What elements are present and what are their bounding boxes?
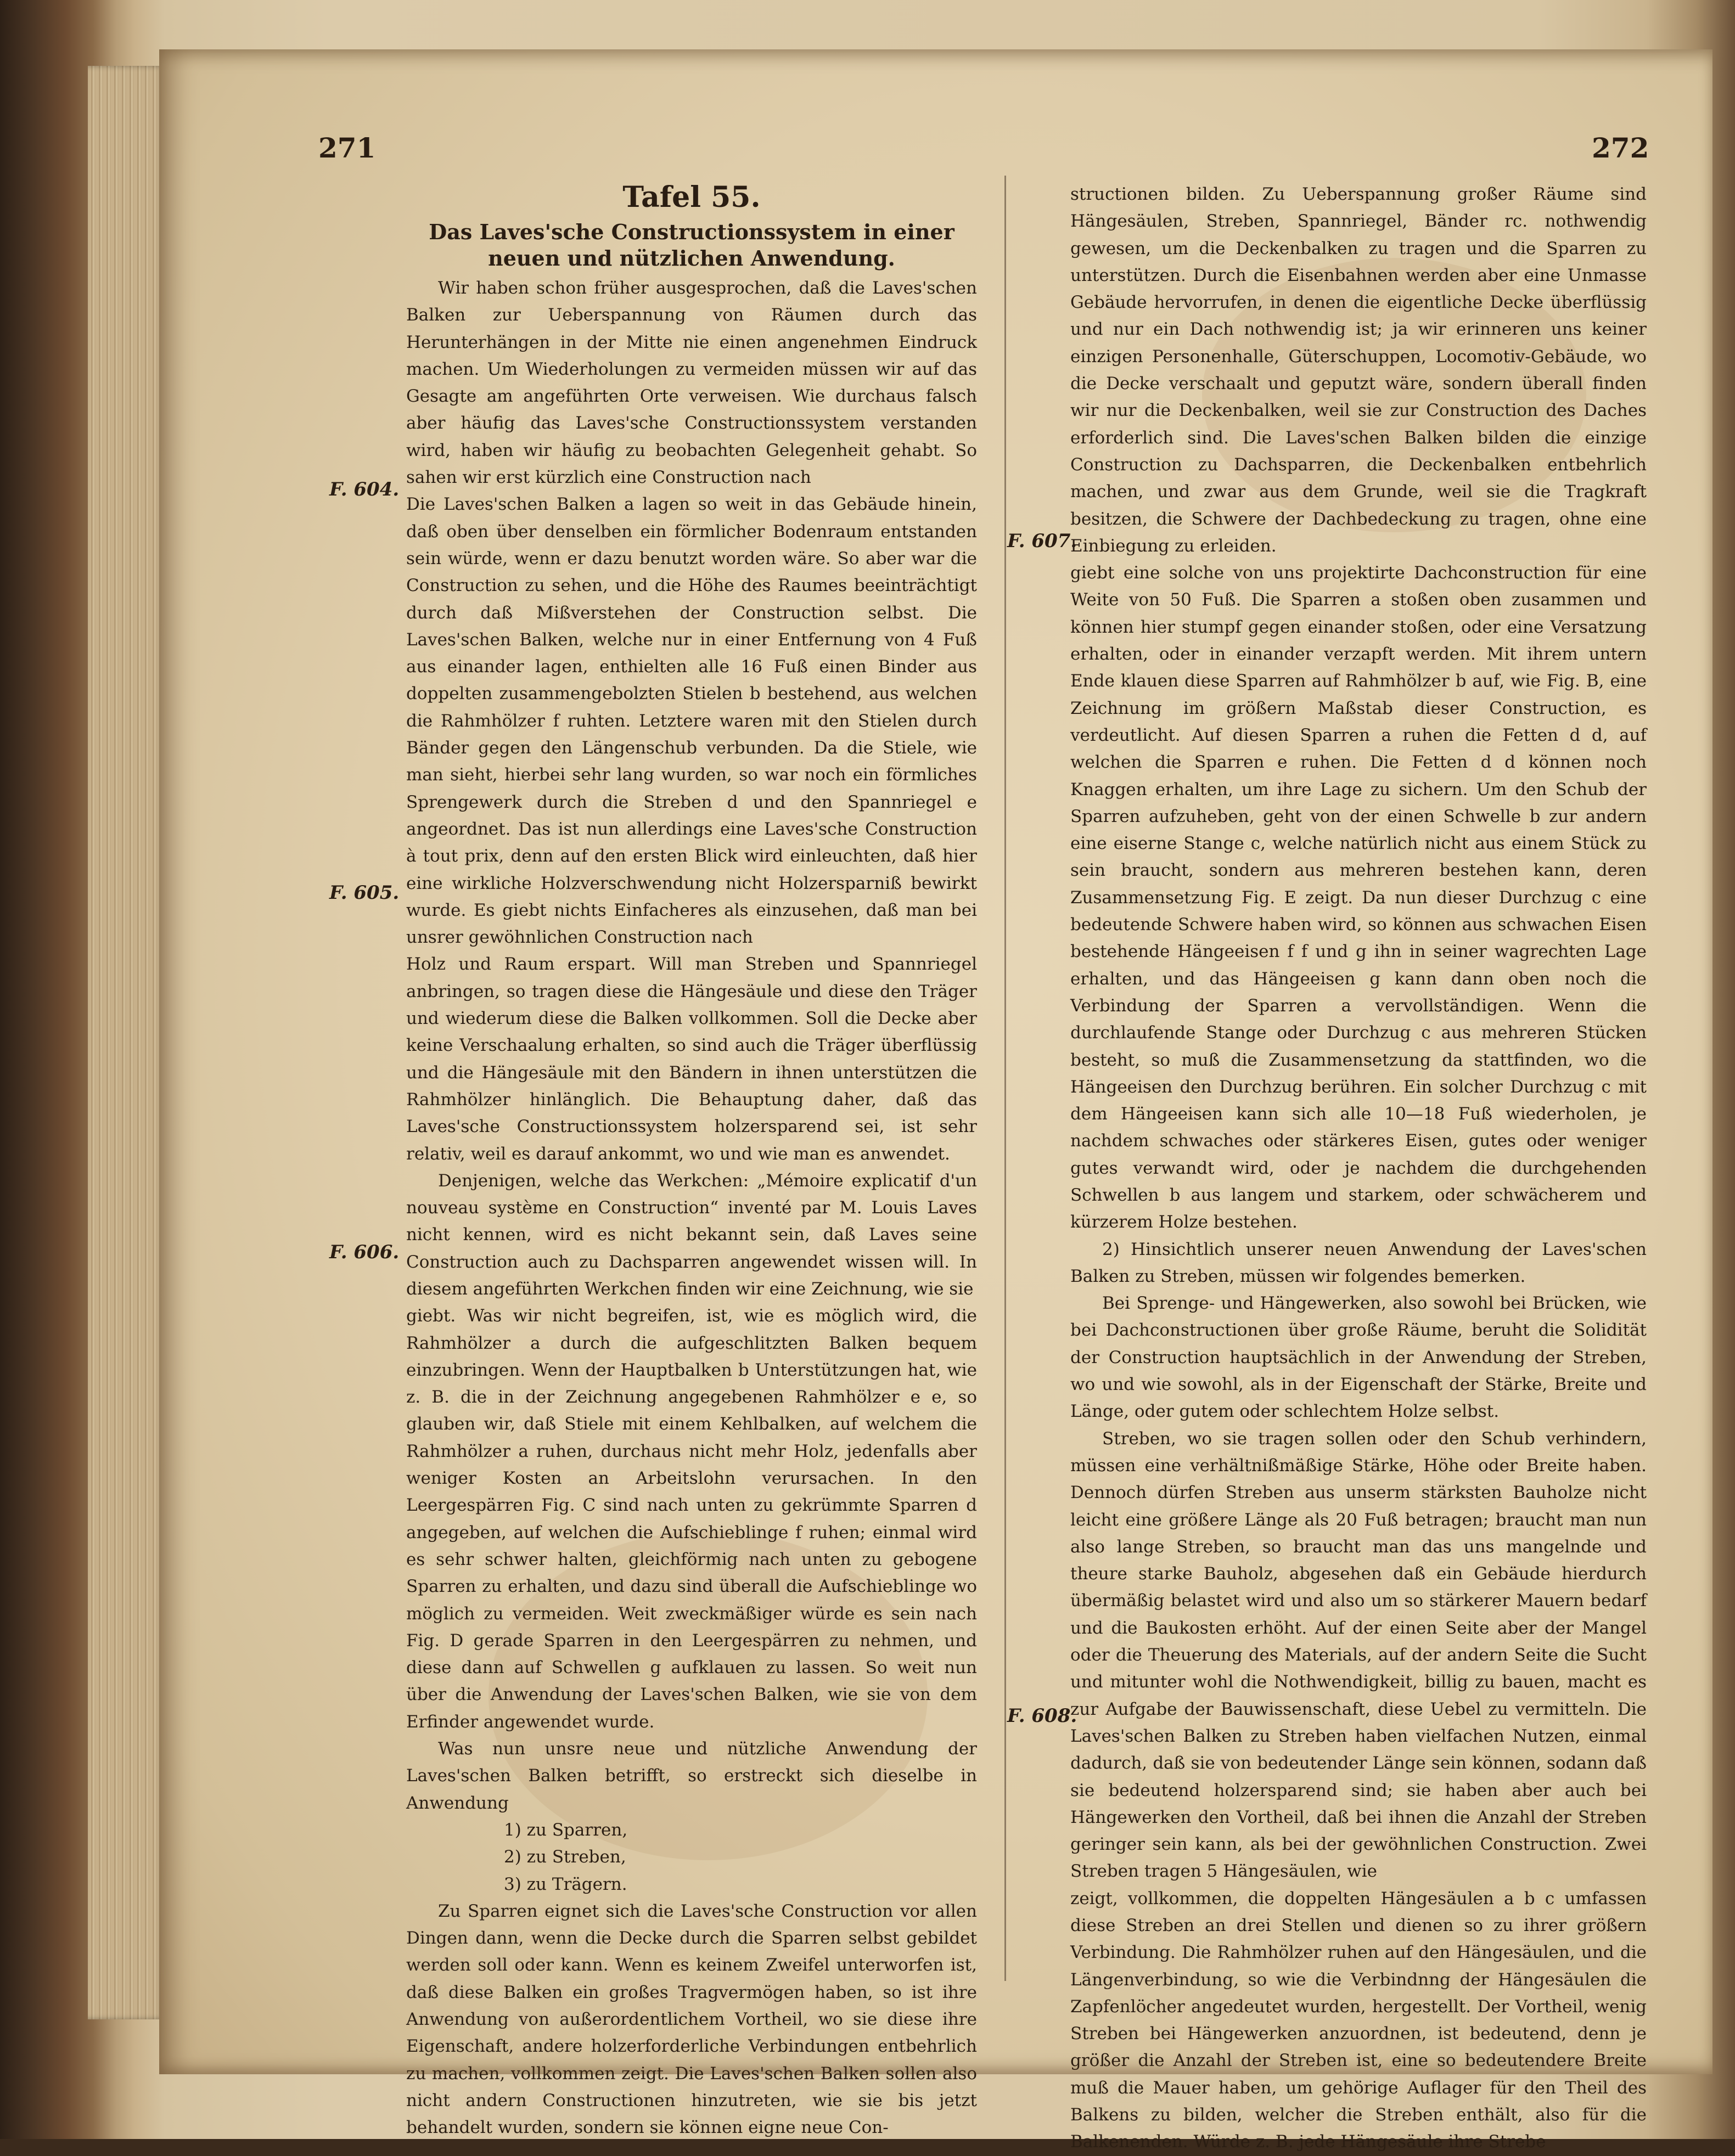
right-column: [1070, 181, 1647, 2156]
paragraph: 2) Hinsichtlich unserer neuen Anwendung der Laves'schen Balken zu Streben, müssen wir folgendes bemerken.: [1070, 1239, 1647, 1286]
column-divider: [1004, 176, 1006, 1981]
page-number-right: 272: [1592, 132, 1649, 164]
paragraph: structionen bilden. Zu Ueberspannung großer Räume sind Hängesäulen, Streben, Spannriegel, Bänder rc. nothwendig gewesen, um die Deckenbalken zu tragen und die Sparren zu unterstützen. Durch die Eisenbahnen werden aber eine Unmasse Gebäude hervorrufen, in denen die eigentliche Decke überflüssig und nur ein Dach nothwendig ist; ja wir erinneren uns keiner einzigen Personenhalle, Güterschuppen, Locomotiv-Gebäude, wo die Decke verschaalt und geputzt wäre, sondern überall finden wir nur die Deckenbalken, weil sie zur Construction des Daches erforderlich sind. Die Laves'schen Balken bilden die einzige Construction zu Dachsparren, die Deckenbalken entbehrlich machen, und zwar aus dem Grunde, weil sie die Tragkraft besitzen, die Schwere der Dachbedeckung zu tragen, ohne eine Einbiegung zu erleiden.: [1070, 184, 1647, 556]
figure-ref-607: F. 607.: [1007, 530, 1077, 552]
paragraph: Holz und Raum erspart. Will man Streben und Spannriegel anbringen, so tragen diese die Hängesäule und diese den Träger und wiederum diese die Balken vollkommen. Soll die Decke aber keine Verschaalung erhalten, so sind auch die Träger überflüssig und die Hängesäule mit den Bändern in ihnen unterstützen die Rahmhölzer hinlänglich. Die Behauptung daher, daß das Laves'sche Constructionssystem holzersparend sei, ist sehr relativ, weil es darauf ankommt, wo und wie man es anwendet.: [406, 954, 977, 1164]
paragraph: Was nun unsre neue und nützliche Anwendung der Laves'schen Balken betrifft, so erstreckt sich dieselbe in Anwendung: [406, 1739, 977, 1813]
paragraph: Wir haben schon früher ausgesprochen, daß die Laves'schen Balken zur Ueberspannung von Räumen durch das Herunterhängen in der Mitte nie einen angenehmen Eindruck machen. Um Wiederholungen zu vermeiden müssen wir auf das Gesagte am angeführten Orte verweisen. Wie durchaus falsch aber häufig das Laves'sche Constructionssystem verstanden wird, haben wir häufig zu beobachten Gelegenheit gehabt. So sahen wir erst kürzlich eine Construction nach: [406, 278, 977, 488]
list-item: 1) zu Sparren,: [504, 1820, 628, 1840]
page: [159, 49, 1712, 2152]
paragraph: Die Laves'schen Balken a lagen so weit in das Gebäude hinein, daß oben über denselben ein förmlicher Bodenraum entstanden sein würde, wenn er dazu benutzt worden wäre. So aber war die Construction zu sehen, und die Höhe des Raumes beeinträchtigt durch daß Mißverstehen der Construction selbst. Die Laves'schen Balken, welche nur in einer Entfernung von 4 Fuß aus einander lagen, enthielten alle 16 Fuß einen Binder aus doppelten zusammengebolzten Stielen b bestehend, aus welchen die Rahmhölzer f ruhten. Letztere waren mit den Stielen durch Bänder gegen den Längenschub verbunden. Da die Stiele, wie man sieht, hierbei sehr lang wurden, so war noch ein förmliches Sprengewerk durch die Streben d und den Spannriegel e angeordnet. Das ist nun allerdings eine Laves'sche Construction à tout prix, denn auf den ersten Blick wird einleuchten, daß hier eine wirkliche Holzverschwendung nicht Holzersparniß bewirkt wurde. Es giebt nichts Einfacheres als einzusehen, daß man bei unsrer gewöhnlichen Construction nach: [406, 494, 977, 948]
list-item: 3) zu Trägern.: [504, 1874, 627, 1894]
paragraph: giebt. Was wir nicht begreifen, ist, wie es möglich wird, die Rahmhölzer a durch die aufgeschlitzten Balken bequem einzubringen. Wenn der Hauptbalken b Unterstützungen hat, wie z. B. die in der Zeichnung angegebenen Rahmhölzer e e, so glauben wir, daß Stiele mit einem Kehlbalken, auf welchem die Rahmhölzer a ruhen, durchaus nicht mehr Holz, jedenfalls aber weniger Kosten an Arbeitslohn verursachen. In den Leergespärren Fig. C sind nach unten zu gekrümmte Sparren d angegeben, auf welchen die Aufschieblinge f ruhen; einmal wird es sehr schwer halten, gleichförmig nach unten zu gebogene Sparren zu erhalten, und dazu sind überall die Aufschieblinge wo möglich zu vermeiden. Weit zweckmäßiger würde es sein nach Fig. D gerade Sparren in den Leergespärren zu nehmen, und diese dann auf Schwellen g aufklauen zu lassen. So weit nun über die Anwendung der Laves'schen Balken, wie sie von dem Erfinder angewendet wurde.: [406, 1306, 977, 1732]
paragraph: zeigt, vollkommen, die doppelten Hängesäulen a b c umfassen diese Streben an drei Stellen und dienen so zu ihrer größern Verbindung. Die Rahmhölzer ruhen auf den Hängesäulen, und die Längenverbindung, so wie die Verbindnng der Hängesäulen die Zapfenlöcher angedeutet wurden, hergestellt. Der Vortheil, wenig Streben bei Hängewerken anzuordnen, ist bedeutend, denn je größer die Anzahl der Streben ist, eine so bedeutendere Breite muß die Mauer haben, um gehörige Auflager für den Theil des Balkens zu bilden, welcher die Streben enthält, also für die Balkenenden. Würde z. B. jede Hängesäule ihre Strebe: [1070, 1888, 1647, 2152]
plate-title: Tafel 55.: [622, 181, 761, 214]
paragraph: Denjenigen, welche das Werkchen: „Mémoire explicatif d'un nouveau système en Construction“ inventé par M. Louis Laves nicht kennen, wird es nicht bekannt sein, daß Laves seine Construction auch zu Dachsparren angewendet wissen will. In diesem angeführten Werkchen finden wir eine Zeichnung, wie sie: [406, 1170, 977, 1299]
page-edges: [88, 66, 165, 2019]
list-item: 2) zu Streben,: [504, 1847, 626, 1867]
left-column: [406, 178, 977, 2141]
figure-ref-608: F. 608.: [1007, 1705, 1077, 1727]
figure-ref-606: F. 606.: [329, 1241, 400, 1263]
figure-ref-604: F. 604.: [329, 479, 400, 500]
plate-subtitle: Das Laves'sche Constructionssystem in einer neuen und nützlichen Anwendung.: [429, 219, 954, 271]
paragraph: Streben, wo sie tragen sollen oder den Schub verhindern, müssen eine verhältnißmäßige Stärke, Höhe oder Breite haben. Dennoch dürfen Streben aus unserm stärksten Bauholze nicht leicht eine größere Länge als 20 Fuß betragen; braucht man nun also lange Streben, so braucht man das uns mangelnde und theure starke Bauholz, abgesehen daß ein Gebäude hierdurch übermäßig belastet wird und also um so stärkerer Mauern bedarf und die Baukosten erhöht. Auf der einen Seite aber der Mangel oder die Theuerung des Materials, auf der andern Seite die Sucht und mitunter wohl die Nothwendigkeit, billig zu bauen, macht es zur Aufgabe der Bauwissenschaft, diese Uebel zu vermitteln. Die Laves'schen Balken zu Streben haben vielfachen Nutzen, einmal dadurch, daß sie von bedeutender Länge sein können, sodann daß sie bedeutend holzersparend sind; sie haben aber auch bei Hängewerken den Vortheil, daß bei ihnen die Anzahl der Streben geringer sein kann, als bei der gewöhnlichen Construction. Zwei Streben tragen 5 Hängesäulen, wie: [1070, 1428, 1647, 1882]
paragraph: Zu Sparren eignet sich die Laves'sche Construction vor allen Dingen dann, wenn die Decke durch die Sparren selbst gebildet werden soll oder kann. Wenn es keinem Zweifel unterworfen ist, daß diese Balken ein großes Tragvermögen haben, so ist ihre Anwendung von außerordentlichem Vortheil, wo sie diese ihre Eigenschaft, andere holzerforderliche Verbindungen entbehrlich zu machen, vollkommen zeigt. Die Laves'schen Balken sollen also nicht andern Constructionen hinzutreten, wie sie bis jetzt behandelt wurden, sondern sie können eigne neue Con-: [406, 1901, 977, 2138]
figure-ref-605: F. 605.: [329, 882, 400, 904]
page-number-left: 271: [318, 132, 376, 164]
paragraph: Bei Sprenge- und Hängewerken, also sowohl bei Brücken, wie bei Dachconstructionen über große Räume, beruht die Solidität der Construction hauptsächlich in der Anwendung der Streben, wo und wie sowohl, als in der Eigenschaft der Stärke, Breite und Länge, oder gutem oder schlechtem Holze selbst.: [1070, 1293, 1647, 1422]
paragraph: giebt eine solche von uns projektirte Dachconstruction für eine Weite von 50 Fuß. Die Sparren a stoßen oben zusammen und können hier stumpf gegen einander stoßen, oder eine Versatzung erhalten, oder in einander verzapft werden. Mit ihrem untern Ende klauen diese Sparren auf Rahmhölzer b auf, wie Fig. B, eine Zeichnung im größern Maßstab dieser Construction, es verdeutlicht. Auf diesen Sparren a ruhen die Fetten d d, auf welchen die Sparren e ruhen. Die Fetten d d können noch Knaggen erhalten, um ihre Lage zu sichern. Um den Schub der Sparren aufzuheben, geht von der einen Schwelle b zur andern eine eiserne Stange c, welche natürlich nicht aus einem Stück zu sein braucht, sondern aus mehreren bestehen kann, deren Zusammensetzung Fig. E zeigt. Da nun dieser Durchzug c eine bedeutende Schwere haben wird, so können aus schwachen Eisen bestehende Hängeeisen f f und g ihn in seiner wagrechten Lage erhalten, und das Hängeeisen g kann dann oben noch die Verbindung der Sparren a vervollständigen. Wenn die durchlaufende Stange oder Durchzug c aus mehreren Stücken besteht, so muß die Zusammensetzung da stattfinden, wo die Hängeeisen den Durchzug berühren. Ein solcher Durchzug c mit dem Hängeeisen kann sich alle 10—18 Fuß wiederholen, je nachdem schwaches oder stärkeres Eisen, gutes oder weniger gutes verwandt wird, oder je nachdem die durchgehenden Schwellen b aus langem und starkem, oder schwächerem und kürzerem Holze bestehen.: [1070, 563, 1647, 1232]
